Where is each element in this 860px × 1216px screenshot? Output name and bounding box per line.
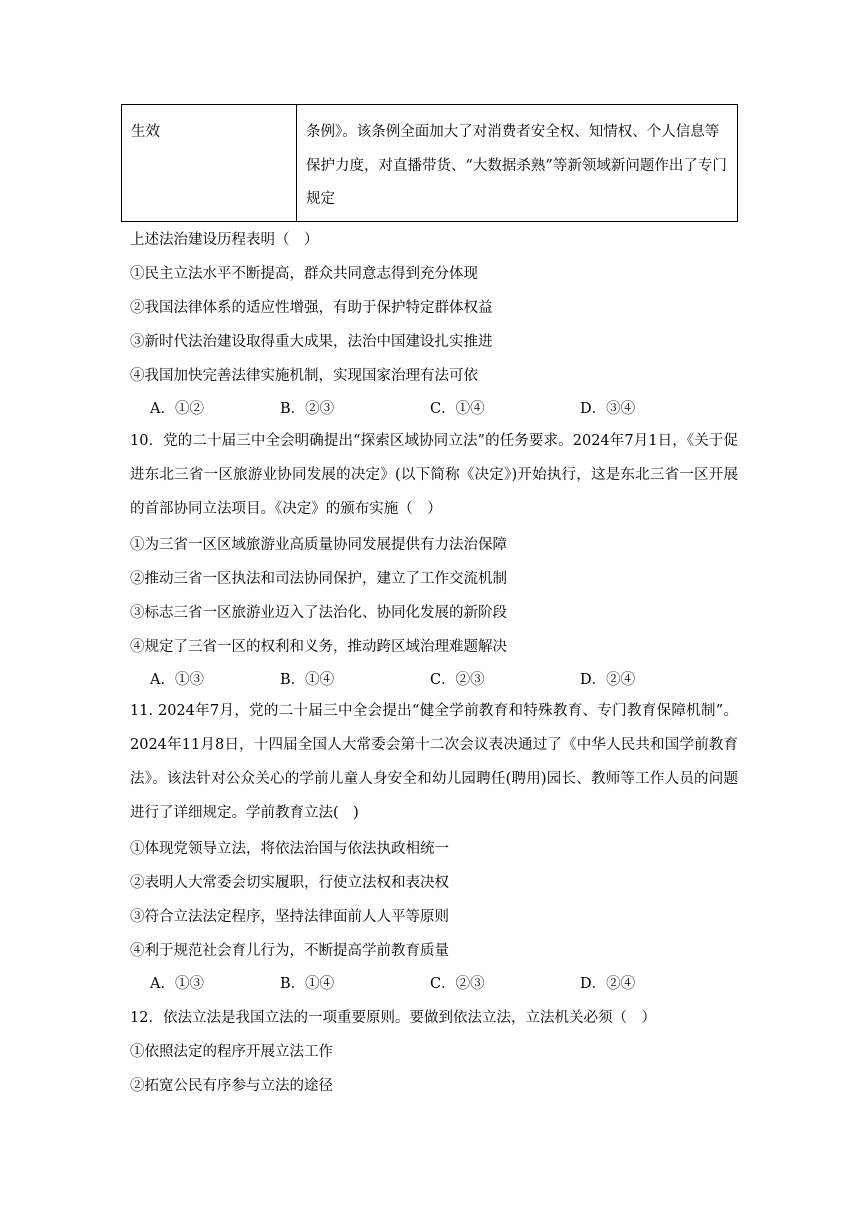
q11-item-1: ①体现党领导立法，将依法治国与依法执政相统一 [130,841,449,857]
q9-option-b: B．②③ [280,401,335,417]
table-row [122,105,738,222]
q12-stem: 12．依法立法是我国立法的一项重要原则。要做到依法立法，立法机关必须（ ） [130,1010,656,1026]
q11-item-3: ③符合立法法定程序，坚持法律面前人人平等原则 [130,909,449,925]
q9-option-c: C．①④ [430,401,485,417]
q11-option-a: A．①③ [150,976,204,992]
q10-options [150,668,750,688]
q9-item-3: ③新时代法治建设取得重大成果，法治中国建设扎实推进 [130,334,493,350]
q9-stem: 上述法治建设历程表明（ ） [130,232,319,248]
table-cell-left: 生效 [122,105,297,222]
q9-item-4: ④我国加快完善法律实施机制，实现国家治理有法可依 [130,368,478,384]
q9-options [150,397,750,417]
q10-option-a: A．①③ [150,672,204,688]
q11-option-d: D．②④ [580,976,636,992]
q10-item-1: ①为三省一区区域旅游业高质量协同发展提供有力法治保障 [130,537,507,553]
q10-option-c: C．②③ [430,672,485,688]
q9-item-2: ②我国法律体系的适应性增强，有助于保护特定群体权益 [130,300,493,316]
q11-item-2: ②表明人大常委会切实履职，行使立法权和表决权 [130,875,449,891]
q11-options [150,972,750,992]
q11-option-b: B．①④ [280,976,335,992]
q10-option-d: D．②④ [580,672,636,688]
q9-option-a: A．①② [150,401,204,417]
continued-table [121,104,738,222]
q10-option-b: B．①④ [280,672,335,688]
q10-stem: 10．党的二十届三中全会明确提出“探索区域协同立法”的任务要求。2024年7月1日，《关于促进东北三省一区旅游业协同发展的决定》(以下简称《决定》)开始执行，这是东北三省一区开展的首部协同立法项目。《决定》的颁布实施（ ） [130,433,738,517]
q10-item-3: ③标志三省一区旅游业迈入了法治化、协同化发展的新阶段 [130,605,507,621]
q10-item-4: ④规定了三省一区的权利和义务，推动跨区域治理难题解决 [130,639,507,655]
q11-stem: 11. 2024年7月，党的二十届三中全会提出“健全学前教育和特殊教育、专门教育保障机制”。2024年11月8日，十四届全国人大常委会第十二次会议表决通过了《中华人民共和国学前教育法》。该法针对公众关心的学前儿童人身安全和幼儿园聘任(聘用)园长、教师等工作人员的问题进行了详细规定。学前教育立法( ) [130,703,738,821]
q10-item-2: ②推动三省一区执法和司法协同保护，建立了工作交流机制 [130,571,507,587]
table-cell-right: 条例》。该条例全面加大了对消费者安全权、知情权、个人信息等保护力度，对直播带货、“大数据杀熟”等新领域新问题作出了专门规定 [297,105,738,222]
q12-item-1: ①依照法定的程序开展立法工作 [130,1044,333,1060]
q11-item-4: ④利于规范社会育儿行为，不断提高学前教育质量 [130,943,449,959]
q11-option-c: C．②③ [430,976,485,992]
q12-item-2: ②拓宽公民有序参与立法的途径 [130,1078,333,1094]
q9-option-d: D．③④ [580,401,636,417]
q9-item-1: ①民主立法水平不断提高，群众共同意志得到充分体现 [130,266,478,282]
